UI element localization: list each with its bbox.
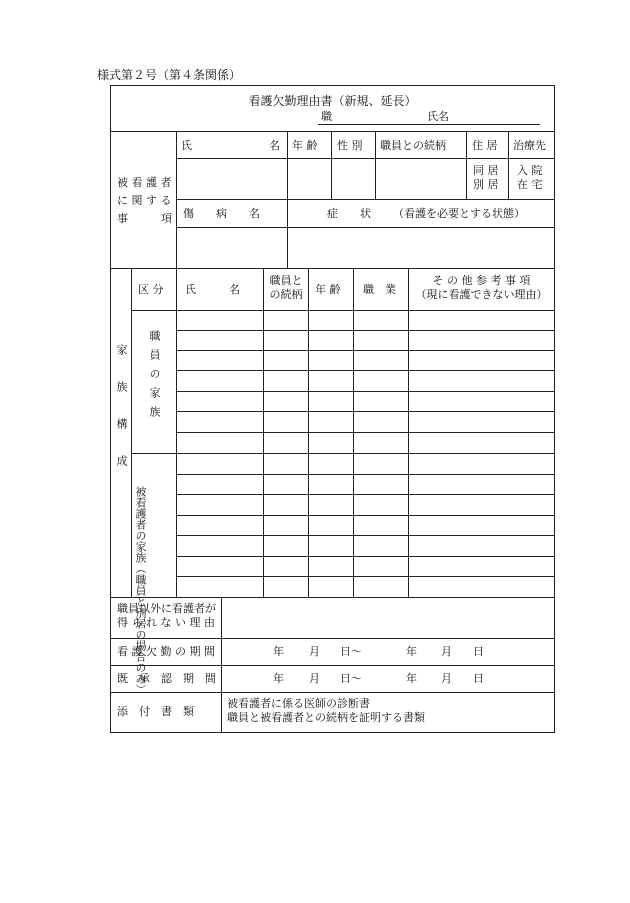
group-patient-family: 被看護者の家族（職員と別居の場合のみ） xyxy=(134,486,147,695)
group-staff-family: 職員の家族 xyxy=(148,330,161,425)
form-title: 看護欠勤理由書（新規、延長） xyxy=(248,94,417,108)
attach-items: 被看護者に係る医師の診断書 職員と被看護者との続柄を証明する書類 xyxy=(227,697,425,724)
col-family-name: 氏 名 xyxy=(185,283,240,296)
residence-options: 同 居 別 居 xyxy=(473,164,499,191)
signature-line xyxy=(318,124,540,125)
care-options: 入 院 在 宅 xyxy=(517,164,543,191)
reason-label: 職員以外に看護者が 得 ら れ な い 理 由 xyxy=(117,602,216,629)
col-sex: 性 別 xyxy=(337,139,363,152)
family-label: 家族構成 xyxy=(115,344,128,492)
section1-label: 被 看 護 者 に 関 す る 事 項 xyxy=(117,176,172,225)
col-age: 年 齢 xyxy=(292,139,318,152)
col-family-relation: 職員と の続柄 xyxy=(269,274,303,301)
form-table: 看護欠勤理由書（新規、延長） 職 氏名 被 看 護 者 に 関 す る 事 項 氏 名 年 齢 性 別 職員との続柄 住 居 治療先 同 居 別 居 入 院 在 宅 傷 病 名 症 状 （看護を必要とする状態） 家族構成 区 分 氏 名 職員と の続柄 年 齢 職 業 そ の 他 参 考 事 項 （現に看護できない理由） 職員の家族 被看護者の家族（職員と別居の場合のみ） 職員以外に看護者が 得 ら れ な い 理 由 看 護 欠 勤 の 期 間 年 月 日～ 年 月 日 既 承 認 期 間 年 月 日～ 年 月 日 添 付 書 類 被看護者に係る医師の診断書 職員と被看護者との続柄を証明する書類 xyxy=(110,85,555,733)
col-care: 治療先 xyxy=(513,139,546,152)
col-residence: 住 居 xyxy=(472,139,498,152)
col-family-job: 職 業 xyxy=(363,283,396,296)
col-family-age: 年 齢 xyxy=(315,283,341,296)
col-family-other: そ の 他 参 考 事 項 （現に看護できない理由） xyxy=(415,274,548,301)
symptom-note: （看護を必要とする状態） xyxy=(393,207,525,220)
attach-label: 添 付 書 類 xyxy=(117,705,194,718)
injury-label: 傷 病 名 xyxy=(183,207,260,220)
form-label: 様式第２号（第４条関係） xyxy=(97,68,242,82)
symptom-label: 症 状 xyxy=(327,207,371,220)
shoku-label: 職 xyxy=(321,110,332,123)
col-name: 氏 名 xyxy=(181,139,280,152)
shimei-label: 氏名 xyxy=(427,110,449,123)
col-relation: 職員との続柄 xyxy=(380,139,446,152)
col-kubun: 区 分 xyxy=(138,283,164,296)
approved-label: 既 承 認 期 間 xyxy=(117,672,216,685)
period-label: 看 護 欠 勤 の 期 間 xyxy=(117,645,215,658)
